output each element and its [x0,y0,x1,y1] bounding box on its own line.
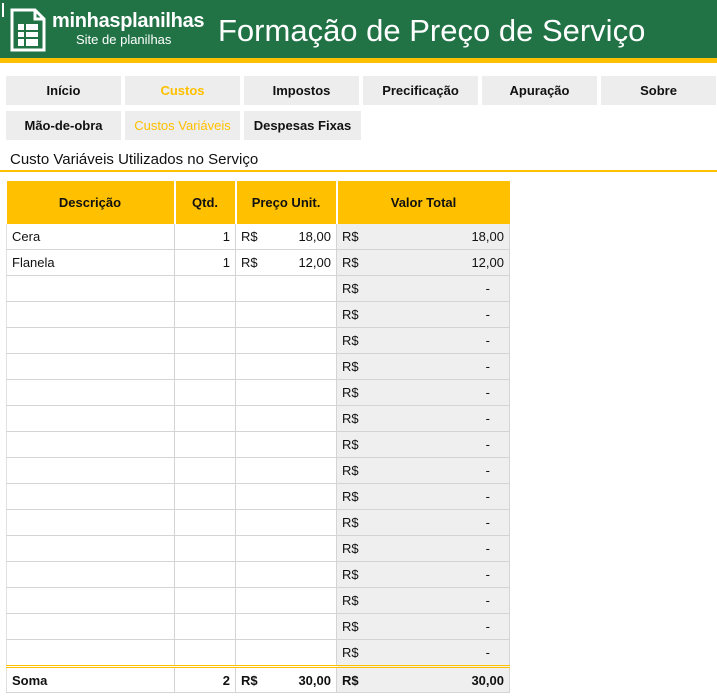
money-value [342,333,504,348]
total-cell [337,510,510,536]
currency-symbol: R$ [342,463,359,478]
description-cell[interactable] [7,458,175,484]
table-row [7,250,510,276]
nav-precificacao-button[interactable]: Precificação [363,76,478,105]
amount: - [485,463,490,478]
money-value [241,673,331,688]
nav-custos-button[interactable]: Custos [125,76,240,105]
quantity-cell[interactable] [175,562,236,588]
amount: - [485,567,490,582]
currency-symbol: R$ [241,229,258,244]
money-value [342,229,504,244]
description-cell[interactable]: Flanela [7,250,175,276]
money-value [342,541,504,556]
total-cell [337,302,510,328]
currency-symbol: R$ [342,515,359,530]
money-value [241,255,331,270]
table-row [7,328,510,354]
header-accent-stripe [0,58,717,63]
total-cell [337,432,510,458]
currency-symbol: R$ [342,307,359,322]
amount: - [485,359,490,374]
amount: 18,00 [298,229,331,244]
amount: 12,00 [298,255,331,270]
quantity-cell[interactable] [175,276,236,302]
money-value [342,515,504,530]
amount: 30,00 [298,672,331,688]
amount: 12,00 [471,255,504,270]
total-cell [337,354,510,380]
amount: - [485,385,490,400]
money-value [342,281,504,296]
description-cell[interactable] [7,354,175,380]
total-cell [337,614,510,640]
table-row [7,614,510,640]
total-cell [337,224,510,250]
nav-inicio-button[interactable]: Início [6,76,121,105]
amount: - [485,411,490,426]
currency-symbol: R$ [342,645,359,660]
quantity-cell[interactable] [175,536,236,562]
table-row [7,640,510,667]
description-cell[interactable] [7,510,175,536]
unit-price-cell[interactable] [236,640,337,667]
total-cell [337,640,510,667]
currency-symbol: R$ [342,411,359,426]
spreadsheet-icon [9,8,47,52]
unit-price-cell[interactable] [236,380,337,406]
currency-symbol: R$ [342,229,359,244]
nav-sobre-button[interactable]: Sobre [601,76,716,105]
app-header [0,0,717,58]
description-cell[interactable] [7,588,175,614]
currency-symbol: R$ [342,437,359,452]
total-cell [337,562,510,588]
total-cell [337,484,510,510]
costs-table [6,181,510,693]
table-row [7,302,510,328]
unit-price-cell[interactable] [236,224,337,250]
money-value [342,463,504,478]
currency-symbol: R$ [241,255,258,270]
total-cell [337,328,510,354]
money-value [342,437,504,452]
quantity-cell[interactable] [175,354,236,380]
section-title: Custo Variáveis Utilizados no Serviço [10,151,259,168]
nav-mao-de-obra-button[interactable]: Mão-de-obra [6,111,121,140]
description-cell[interactable] [7,640,175,667]
table-row [7,354,510,380]
table-row [7,562,510,588]
unit-price-cell[interactable] [236,588,337,614]
nav-custos-variaveis-button[interactable]: Custos Variáveis [125,111,240,140]
quantity-cell[interactable] [175,302,236,328]
description-cell[interactable] [7,328,175,354]
column-header-preco-unit: Preço Unit. [236,181,337,224]
unit-price-cell[interactable] [236,250,337,276]
table-row [7,536,510,562]
nav-apuracao-button[interactable]: Apuração [482,76,597,105]
amount: 18,00 [471,229,504,244]
quantity-cell[interactable] [175,484,236,510]
currency-symbol: R$ [342,489,359,504]
quantity-cell[interactable] [175,328,236,354]
logo-tagline: Site de planilhas [76,32,172,47]
page-title: Formação de Preço de Serviço [218,13,646,48]
description-cell[interactable] [7,302,175,328]
amount: - [485,619,490,634]
quantity-cell[interactable]: 1 [175,250,236,276]
quantity-cell[interactable] [175,614,236,640]
unit-price-cell[interactable] [236,458,337,484]
table-row [7,380,510,406]
money-value [342,619,504,634]
table-row [7,458,510,484]
money-value [342,385,504,400]
money-value [342,255,504,270]
text-cursor-icon [2,3,4,17]
quantity-cell[interactable] [175,510,236,536]
total-cell [337,536,510,562]
total-cell [337,276,510,302]
unit-price-cell[interactable] [236,536,337,562]
sum-row [7,667,510,693]
sum-quantity: 2 [175,667,236,693]
quantity-cell[interactable] [175,588,236,614]
table-row [7,484,510,510]
money-value [342,673,504,688]
nav-despesas-fixas-button[interactable]: Despesas Fixas [244,111,361,140]
quantity-cell[interactable] [175,640,236,667]
column-header-qtd: Qtd. [175,181,236,224]
amount: - [485,593,490,608]
amount: - [485,333,490,348]
column-header-valor-total: Valor Total [337,181,510,224]
quantity-cell[interactable] [175,458,236,484]
total-cell [337,588,510,614]
unit-price-cell[interactable] [236,484,337,510]
currency-symbol: R$ [342,619,359,634]
money-value [342,307,504,322]
section-divider [0,170,717,172]
logo-name: minhasplanilhas [52,10,205,32]
description-cell[interactable] [7,562,175,588]
total-cell [337,250,510,276]
unit-price-cell[interactable] [236,562,337,588]
sum-unit-price [236,667,337,693]
currency-symbol: R$ [342,567,359,582]
total-cell [337,380,510,406]
currency-symbol: R$ [342,255,359,270]
quantity-cell[interactable]: 1 [175,224,236,250]
money-value [342,593,504,608]
unit-price-cell[interactable] [236,510,337,536]
currency-symbol: R$ [342,593,359,608]
description-cell[interactable]: Cera [7,224,175,250]
description-cell[interactable] [7,484,175,510]
sum-label: Soma [7,667,175,693]
amount: - [485,307,490,322]
unit-price-cell[interactable] [236,432,337,458]
unit-price-cell[interactable] [236,302,337,328]
quantity-cell[interactable] [175,406,236,432]
table-row [7,510,510,536]
unit-price-cell[interactable] [236,328,337,354]
description-cell[interactable] [7,432,175,458]
quantity-cell[interactable] [175,432,236,458]
amount: - [485,515,490,530]
currency-symbol: R$ [342,672,359,688]
amount: 30,00 [471,672,504,688]
description-cell[interactable] [7,536,175,562]
total-cell [337,406,510,432]
money-value [342,567,504,582]
currency-symbol: R$ [342,333,359,348]
table-row [7,276,510,302]
money-value [342,489,504,504]
unit-price-cell[interactable] [236,276,337,302]
currency-symbol: R$ [342,541,359,556]
sum-total [337,667,510,693]
money-value [342,359,504,374]
table-row [7,224,510,250]
amount: - [485,489,490,504]
table-row [7,406,510,432]
money-value [241,229,331,244]
currency-symbol: R$ [241,672,258,688]
description-cell[interactable] [7,406,175,432]
unit-price-cell[interactable] [236,614,337,640]
currency-symbol: R$ [342,385,359,400]
column-header-descricao: Descrição [7,181,175,224]
total-cell [337,458,510,484]
amount: - [485,645,490,660]
amount: - [485,281,490,296]
currency-symbol: R$ [342,359,359,374]
table-row [7,588,510,614]
description-cell[interactable] [7,276,175,302]
currency-symbol: R$ [342,281,359,296]
unit-price-cell[interactable] [236,406,337,432]
amount: - [485,437,490,452]
unit-price-cell[interactable] [236,354,337,380]
money-value [342,645,504,660]
amount: - [485,541,490,556]
quantity-cell[interactable] [175,380,236,406]
nav-impostos-button[interactable]: Impostos [244,76,359,105]
description-cell[interactable] [7,380,175,406]
money-value [342,411,504,426]
description-cell[interactable] [7,614,175,640]
table-row [7,432,510,458]
